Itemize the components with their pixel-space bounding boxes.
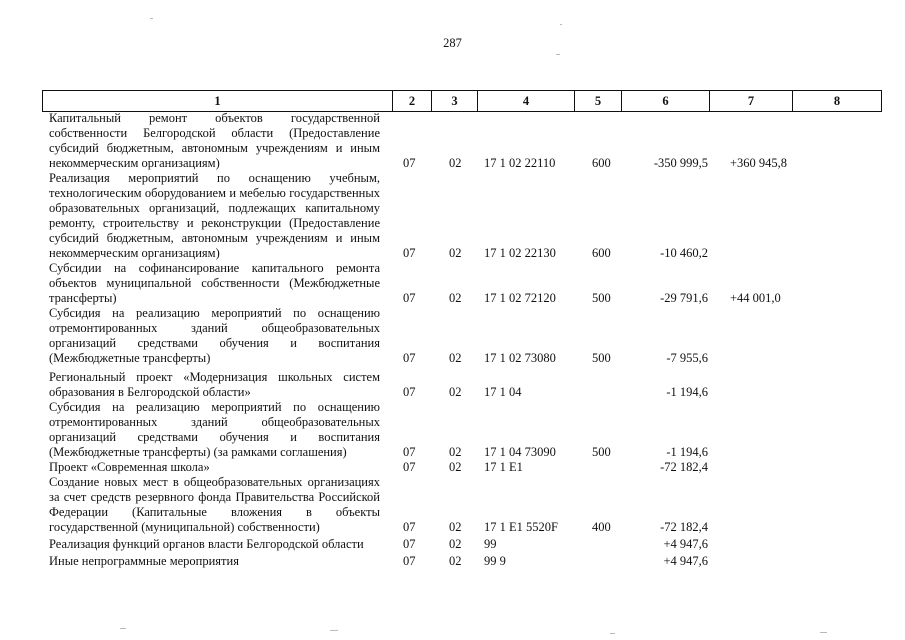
header-col-4: 4	[478, 91, 575, 112]
row-description: Субсидия на реализацию мероприятий по оснащению отремонтированных зданий общеобразовательных организаций средствами обучения и воспитания (Межбюджетные трансферты) (за рамками соглашения)	[49, 400, 380, 459]
row-expense-type: 400	[592, 520, 611, 534]
row-section: 07	[403, 445, 416, 459]
row-target-code: 17 1 02 73080	[484, 351, 556, 365]
row-subsection: 02	[449, 460, 462, 474]
row-target-code: 17 1 02 22110	[484, 156, 556, 170]
row-amount-col6: -1 194,6	[666, 385, 708, 399]
scan-speck	[560, 24, 562, 25]
header-col-1: 1	[43, 91, 393, 112]
row-amount-col6: +4 947,6	[663, 554, 708, 568]
row-subsection: 02	[449, 385, 462, 399]
row-description: Создание новых мест в общеобразовательных организациях за счет средств резервного фонда Правительства Российской Федерации (Капитальные вложения в объекты государственной (муниципальной) собственности)	[49, 475, 380, 534]
row-amount-col7: +44 001,0	[730, 291, 781, 305]
table-row	[0, 537, 905, 552]
row-section: 07	[403, 460, 416, 474]
row-section: 07	[403, 554, 416, 568]
header-col-7: 7	[710, 91, 793, 112]
scan-speck	[820, 632, 827, 633]
row-section: 07	[403, 156, 416, 170]
row-subsection: 02	[449, 537, 462, 551]
row-expense-type: 500	[592, 445, 611, 459]
header-col-5: 5	[575, 91, 622, 112]
row-target-code: 17 1 E1 5520F	[484, 520, 558, 534]
row-subsection: 02	[449, 246, 462, 260]
row-section: 07	[403, 385, 416, 399]
table-row	[0, 400, 905, 460]
row-description: Региональный проект «Модернизация школьных систем образования в Белгородской области»	[49, 370, 380, 399]
row-description: Капитальный ремонт объектов государственной собственности Белгородской области (Предоставление субсидий бюджетным, автономным учреждениям и иным некоммерческим организациям)	[49, 111, 380, 170]
row-amount-col6: -7 955,6	[666, 351, 708, 365]
row-amount-col6: -72 182,4	[660, 460, 708, 474]
row-section: 07	[403, 351, 416, 365]
column-header-table	[42, 90, 882, 112]
row-description: Субсидии на софинансирование капитального ремонта объектов муниципальной собственности (Межбюджетные трансферты)	[49, 261, 380, 305]
scan-speck	[330, 630, 338, 631]
page-number: 287	[443, 36, 462, 50]
row-subsection: 02	[449, 291, 462, 305]
row-description: Реализация мероприятий по оснащению учебным, технологическим оборудованием и мебелью государственных образовательных организаций, подлежащих капитальному ремонту, строительству и реконструкции (Предоставление субсидий бюджетным, автономным учреждениям и иным некоммерческим организациям)	[49, 171, 380, 260]
header-col-3: 3	[432, 91, 478, 112]
row-subsection: 02	[449, 156, 462, 170]
row-section: 07	[403, 520, 416, 534]
header-col-6: 6	[622, 91, 710, 112]
row-description: Проект «Современная школа»	[49, 460, 210, 474]
row-description: Реализация функций органов власти Белгородской области	[49, 537, 364, 551]
row-description: Субсидия на реализацию мероприятий по оснащению отремонтированных зданий общеобразовательных организаций средствами обучения и воспитания (Межбюджетные трансферты)	[49, 306, 380, 365]
table-row	[0, 261, 905, 306]
row-amount-col6: -29 791,6	[660, 291, 708, 305]
row-target-code: 99	[484, 537, 497, 551]
row-section: 07	[403, 246, 416, 260]
table-row	[0, 460, 905, 475]
scan-speck	[150, 18, 153, 19]
row-target-code: 17 1 E1	[484, 460, 523, 474]
table-row	[0, 370, 905, 400]
row-target-code: 17 1 04	[484, 385, 522, 399]
row-target-code: 99 9	[484, 554, 506, 568]
row-target-code: 17 1 02 22130	[484, 246, 556, 260]
table-row	[0, 306, 905, 366]
row-expense-type: 600	[592, 246, 611, 260]
row-subsection: 02	[449, 445, 462, 459]
row-subsection: 02	[449, 520, 462, 534]
table-row	[0, 171, 905, 261]
row-amount-col6: -1 194,6	[666, 445, 708, 459]
table-row	[0, 475, 905, 535]
row-amount-col7: +360 945,8	[730, 156, 788, 170]
table-row	[0, 554, 905, 569]
scan-speck	[556, 54, 560, 55]
row-expense-type: 500	[592, 351, 611, 365]
row-expense-type: 500	[592, 291, 611, 305]
row-amount-col6: -10 460,2	[660, 246, 708, 260]
row-description: Иные непрограммные мероприятия	[49, 554, 239, 568]
header-col-2: 2	[393, 91, 432, 112]
row-section: 07	[403, 291, 416, 305]
row-subsection: 02	[449, 554, 462, 568]
row-target-code: 17 1 02 72120	[484, 291, 556, 305]
scan-speck	[120, 628, 126, 629]
row-target-code: 17 1 04 73090	[484, 445, 556, 459]
scan-speck	[610, 633, 615, 634]
header-row	[43, 91, 882, 112]
row-subsection: 02	[449, 351, 462, 365]
row-expense-type: 600	[592, 156, 611, 170]
budget-rows	[0, 111, 905, 569]
table-row	[0, 111, 905, 171]
row-amount-col6: -350 999,5	[653, 156, 708, 170]
header-col-8: 8	[793, 91, 882, 112]
row-amount-col6: +4 947,6	[663, 537, 708, 551]
row-amount-col6: -72 182,4	[660, 520, 708, 534]
row-section: 07	[403, 537, 416, 551]
